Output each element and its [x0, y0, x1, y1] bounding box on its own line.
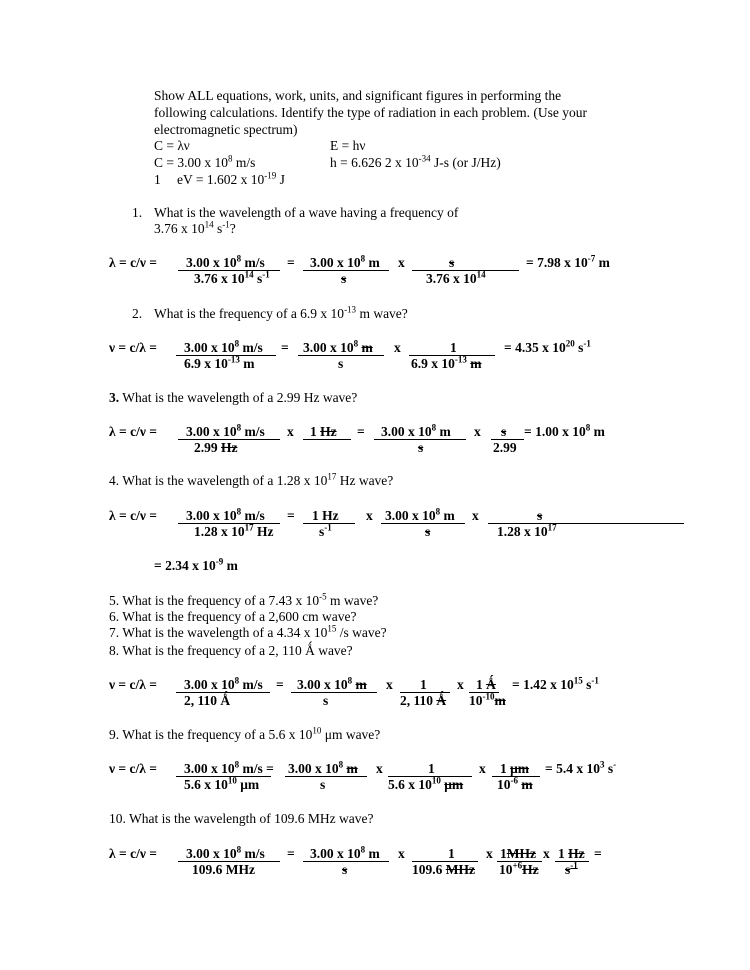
question-7-text: 7. What is the wavelength of a 4.34 x $10^{15}$ /s wave?	[109, 623, 387, 640]
q8-result: = 1.42 x $10^{15}$ $s^{-1}$	[512, 675, 599, 692]
question-2-text: What is the frequency of a 6.9 x $10^{-13}$ m wave?	[154, 304, 408, 321]
q1-fraction-2-denominator: s	[341, 271, 347, 286]
q1-result: = 7.98 x $10^{-7}$ m	[526, 253, 610, 270]
q3-fraction-4-numerator: s	[501, 424, 507, 439]
question-9-text: 9. What is the frequency of a 5.6 x $10^{10}$ μm wave?	[109, 725, 381, 742]
q2-fraction-1-denominator: 6.9 x $10^{-13}$ m	[184, 354, 255, 371]
q2-fraction-3-numerator: 1	[450, 340, 457, 355]
q4-fraction-3-numerator: 3.00 x $10^8$ m	[385, 506, 455, 523]
q9-fraction-3-numerator: 1	[428, 761, 435, 776]
q4-fraction-3-bar	[381, 523, 465, 524]
question-10-text: 10. What is the wavelength of 109.6 MHz wave?	[109, 811, 374, 826]
q10-fraction-5-denominator: $s^{-1}$	[565, 860, 578, 877]
q9-fraction-3-denominator: 5.6 x $10^{10}$ μm	[388, 775, 464, 792]
q10-fraction-2-numerator: 3.00 x $10^8$ m	[310, 844, 380, 861]
q1-times-1: x	[398, 255, 405, 270]
q3-solution-lead: λ = c/ν =	[109, 424, 157, 439]
constant-ev: eV = 1.602 x $10^{-19}$ J	[177, 170, 285, 187]
q9-fraction-4-numerator: 1 μm	[500, 761, 530, 776]
q10-times-2: x	[486, 846, 493, 861]
q10-equals-end: =	[594, 846, 602, 861]
q9-fraction-1-denominator: 5.6 x $10^{10}$ μm	[184, 775, 260, 792]
question-1-text-2: 3.76 x $10^{14}$ $s^{-1}$?	[154, 219, 236, 236]
q2-solution-lead: ν = c/λ =	[109, 340, 157, 355]
q10-fraction-4-denominator: $10^{+6}Hz$	[499, 860, 539, 877]
q1-equals-1: =	[287, 255, 295, 270]
q8-solution-lead: ν = c/λ =	[109, 677, 157, 692]
q8-fraction-4-denominator: $10^{-10}m$	[469, 691, 506, 708]
q4-fraction-4-denominator: 1.28 x $10^{17}$	[497, 522, 557, 539]
q4-fraction-1-numerator: 3.00 x $10^8$ m/s	[186, 506, 265, 523]
q9-fraction-2-numerator: 3.00 x $10^8$ m	[288, 759, 358, 776]
q4-fraction-1-denominator: 1.28 x $10^{17}$ Hz	[194, 522, 274, 539]
q2-equals-1: =	[281, 340, 289, 355]
q8-fraction-3-denominator: 2, 110 Ǻ	[400, 693, 447, 708]
q3-fraction-2-numerator: 1 Hz	[310, 424, 337, 439]
constant-c: C = 3.00 x $10^8$ m/s	[154, 153, 256, 170]
q8-fraction-1-denominator: 2, 110 Ǻ	[184, 693, 231, 708]
q3-equals-1: =	[357, 424, 365, 439]
q9-fraction-2-bar	[285, 776, 367, 777]
q10-fraction-4-numerator: 1MHz	[500, 846, 536, 861]
q8-times-2: x	[457, 677, 464, 692]
question-4-text: 4. What is the wavelength of a 1.28 x $10^{17}$ Hz wave?	[109, 471, 394, 488]
q3-fraction-1-numerator: 3.00 x $10^8$ m/s	[186, 422, 265, 439]
q8-times-1: x	[386, 677, 393, 692]
instructions-line-2: following calculations. Identify the type of radiation in each problem. (Use your	[154, 105, 587, 120]
instructions-line-1: Show ALL equations, work, units, and significant figures in performing the	[154, 88, 562, 103]
question-8-text: 8. What is the frequency of a 2, 110 Ǻ wave?	[109, 643, 353, 658]
q1-fraction-2-numerator: 3.00 x $10^8$ m	[310, 253, 380, 270]
q8-fraction-2-bar	[291, 692, 377, 693]
q3-fraction-2-bar	[303, 439, 351, 440]
q9-fraction-1-numerator: 3.00 x $10^8$ m/s =	[184, 759, 274, 776]
q2-fraction-3-denominator: 6.9 x $10^{-13}$ m	[411, 354, 482, 371]
q10-solution-lead: λ = c/ν =	[109, 846, 157, 861]
q9-solution-lead: ν = c/λ =	[109, 761, 157, 776]
q9-result: = 5.4 x $10^3$ s-	[545, 759, 617, 776]
question-1-text: What is the wavelength of a wave having a frequency of	[154, 205, 459, 220]
q4-solution-lead: λ = c/ν =	[109, 508, 157, 523]
q2-result: = 4.35 x $10^{20}$ $s^{-1}$	[504, 338, 591, 355]
q4-fraction-2-denominator: $s^{-1}$	[319, 522, 332, 539]
question-1-number: 1.	[132, 205, 143, 220]
q10-times-3: x	[543, 846, 550, 861]
q4-result: = 2.34 x $10^{-9}$ m	[154, 556, 238, 573]
q4-fraction-2-numerator: 1 Hz	[312, 508, 339, 523]
q10-fraction-2-denominator: s	[342, 862, 348, 877]
q3-fraction-1-denominator: 2.99 Hz	[194, 440, 238, 455]
q10-fraction-3-denominator: 109.6 MHz	[412, 862, 475, 877]
instructions-line-3: electromagnetic spectrum)	[154, 122, 298, 137]
q8-fraction-3-numerator: 1	[420, 677, 427, 692]
q10-times-1: x	[398, 846, 405, 861]
question-3-text: 3. What is the wavelength of a 2.99 Hz wave?	[109, 390, 358, 405]
q10-fraction-1-numerator: 3.00 x $10^8$ m/s	[186, 844, 265, 861]
equation-speed-of-light: C = λν	[154, 138, 190, 153]
constant-h: h = 6.626 2 x $10^{-34}$ J-s (or J/Hz)	[330, 153, 501, 170]
constant-ev-number: 1	[154, 172, 161, 187]
q1-fraction-3-denominator: 3.76 x $10^{14}$	[426, 269, 486, 286]
q8-equals-1: =	[276, 677, 284, 692]
q3-fraction-3-denominator: s	[418, 440, 424, 455]
q3-fraction-4-denominator: 2.99	[493, 440, 517, 455]
q10-fraction-3-numerator: 1	[448, 846, 455, 861]
question-6-text: 6. What is the frequency of a 2,600 cm wave?	[109, 609, 357, 624]
question-5-text: 5. What is the frequency of a 7.43 x $10^{-5}$ m wave?	[109, 591, 379, 608]
q1-fraction-3-numerator: s	[449, 255, 455, 270]
q3-times-1: x	[287, 424, 294, 439]
q8-fraction-4-numerator: 1 Ǻ	[476, 677, 496, 692]
q9-times-1: x	[376, 761, 383, 776]
q10-fraction-1-denominator: 109.6 MHz	[192, 862, 255, 877]
q3-fraction-3-numerator: 3.00 x $10^8$ m	[381, 422, 451, 439]
q3-times-2: x	[474, 424, 481, 439]
q4-fraction-4-numerator: s	[537, 508, 543, 523]
q4-equals-1: =	[287, 508, 295, 523]
q4-times-2: x	[472, 508, 479, 523]
q3-result: = 1.00 x $10^8$ m	[524, 422, 605, 439]
q1-solution-lead: λ = c/ν =	[109, 255, 157, 270]
q2-times-1: x	[394, 340, 401, 355]
q2-fraction-2-numerator: 3.00 x $10^8$ m	[303, 338, 373, 355]
q8-fraction-1-numerator: 3.00 x $10^8$ m/s	[184, 675, 263, 692]
q9-times-2: x	[479, 761, 486, 776]
q4-times-1: x	[366, 508, 373, 523]
q2-fraction-2-denominator: s	[338, 356, 344, 371]
q1-fraction-1-numerator: 3.00 x $10^8$ m/s	[186, 253, 265, 270]
q1-fraction-1-denominator: 3.76 x $10^{14}$ $s^{-1}$	[194, 269, 270, 286]
question-2-number: 2.	[132, 306, 143, 321]
q10-fraction-5-numerator: 1 Hz	[558, 846, 585, 861]
q8-fraction-2-numerator: 3.00 x $10^8$ m	[297, 675, 367, 692]
q9-fraction-2-denominator: s	[320, 777, 326, 792]
q8-fraction-2-denominator: s	[323, 693, 329, 708]
q2-fraction-1-numerator: 3.00 x $10^8$ m/s	[184, 338, 263, 355]
q10-equals-1: =	[287, 846, 295, 861]
equation-energy: E = hν	[330, 138, 366, 153]
q4-fraction-3-denominator: s	[425, 524, 431, 539]
q9-fraction-4-denominator: $10^{-6}$ m	[497, 775, 533, 792]
